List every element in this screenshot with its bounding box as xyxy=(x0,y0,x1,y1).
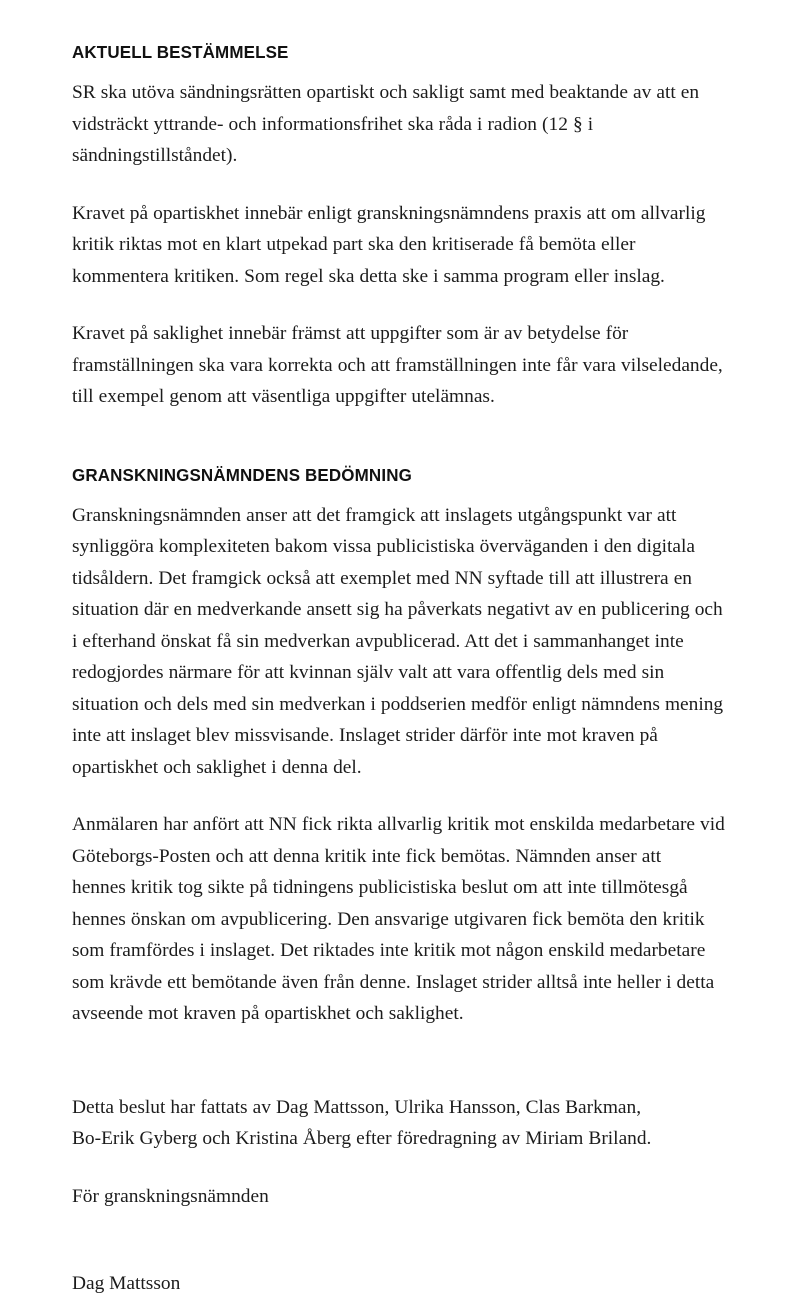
text-line: som krävde ett bemötande även från denne. Inslaget strider alltså inte heller i detta xyxy=(72,971,715,993)
decision-signatories xyxy=(72,1092,740,1155)
text-line: Göteborgs-Posten och att denna kritik inte fick bemötas. Nämnden anser att xyxy=(72,845,662,867)
text-line: situation och dels med sin medverkan i poddserien medför enligt nämndens mening xyxy=(72,693,724,715)
text-line: Kravet på opartiskhet innebär enligt granskningsnämndens praxis att om allvarlig xyxy=(72,202,706,224)
signature-spacer xyxy=(72,1212,740,1268)
text-line: SR ska utöva sändningsrätten opartiskt och sakligt samt med beaktande av att en xyxy=(72,82,700,104)
text-line: synliggöra komplexiteten bakom vissa publicistiska överväganden i den digitala xyxy=(72,536,696,558)
text-line: situation där en medverkande ansett sig ha påverkats negativt av en publicering och xyxy=(72,599,723,621)
text-line: hennes kritik tog sikte på tidningens publicistiska beslut om att inte tillmötesgå xyxy=(72,877,688,899)
section-spacer xyxy=(72,413,740,465)
section-heading-granskningsnamndens-bedomning: GRANSKNINGSNÄMNDENS BEDÖMNING xyxy=(72,464,412,485)
text-line: kommentera kritiken. Som regel ska detta ske i samma program eller inslag. xyxy=(72,265,665,287)
text-line: Granskningsnämnden anser att det framgick att inslagets utgångspunkt var att xyxy=(72,504,677,526)
text-line: som framfördes i inslaget. Det riktades inte kritik mot någon enskild medarbetare xyxy=(72,940,706,962)
text-line: hennes önskan om avpublicering. Den ansvarige utgivaren fick bemöta den kritik xyxy=(72,908,705,930)
text-line: inte att inslaget blev missvisande. Inslaget strider därför inte mot kraven på xyxy=(72,725,658,747)
text-line: redogjordes närmare för att kvinnan själv valt att vara offentlig dels med sin xyxy=(72,662,665,684)
closing-block xyxy=(72,1092,740,1300)
text-line: sändningstillståndet). xyxy=(72,145,238,167)
text-line: Anmälaren har anfört att NN fick rikta allvarlig kritik mot enskilda medarbetare vid xyxy=(72,814,725,836)
paragraph-aktuell-bestammelse-3 xyxy=(72,318,740,413)
text-line: kritik riktas mot en klart utpekad part ska den kritiserade få bemöta eller xyxy=(72,234,636,256)
on-behalf-of-line xyxy=(72,1181,740,1213)
text-line: opartiskhet och saklighet i denna del. xyxy=(72,756,362,778)
signature-name: Dag Mattsson xyxy=(72,1273,181,1295)
section-heading-aktuell-bestammelse: AKTUELL BESTÄMMELSE xyxy=(72,42,289,62)
paragraph-aktuell-bestammelse-2 xyxy=(72,198,740,293)
text-line: i efterhand önskat få sin medverkan avpublicerad. Att det i sammanhanget inte xyxy=(72,630,684,652)
closing-spacer xyxy=(72,1030,740,1092)
text-line: till exempel genom att väsentliga uppgifter utelämnas. xyxy=(72,386,495,408)
text-line: För granskningsnämnden xyxy=(72,1185,269,1207)
paragraph-aktuell-bestammelse-1 xyxy=(72,77,740,172)
text-line: avseende mot kraven på opartiskhet och saklighet. xyxy=(72,1003,464,1025)
text-line: framställningen ska vara korrekta och att framställningen inte får vara vilseledande, xyxy=(72,354,723,376)
document-body xyxy=(72,42,740,1300)
text-line: Kravet på saklighet innebär främst att uppgifter som är av betydelse för xyxy=(72,323,629,345)
paragraph-bedomning-1 xyxy=(72,500,740,784)
text-line: Bo-Erik Gyberg och Kristina Åberg efter föredragning av Miriam Briland. xyxy=(72,1128,652,1150)
text-line: tidsåldern. Det framgick också att exemplet med NN syftade till att illustrera en xyxy=(72,567,693,589)
text-line: vidsträckt yttrande- och informationsfrihet ska råda i radion (12 § i xyxy=(72,113,594,135)
text-line: Detta beslut har fattats av Dag Mattsson, Ulrika Hansson, Clas Barkman, xyxy=(72,1096,642,1118)
paragraph-bedomning-2 xyxy=(72,809,740,1030)
